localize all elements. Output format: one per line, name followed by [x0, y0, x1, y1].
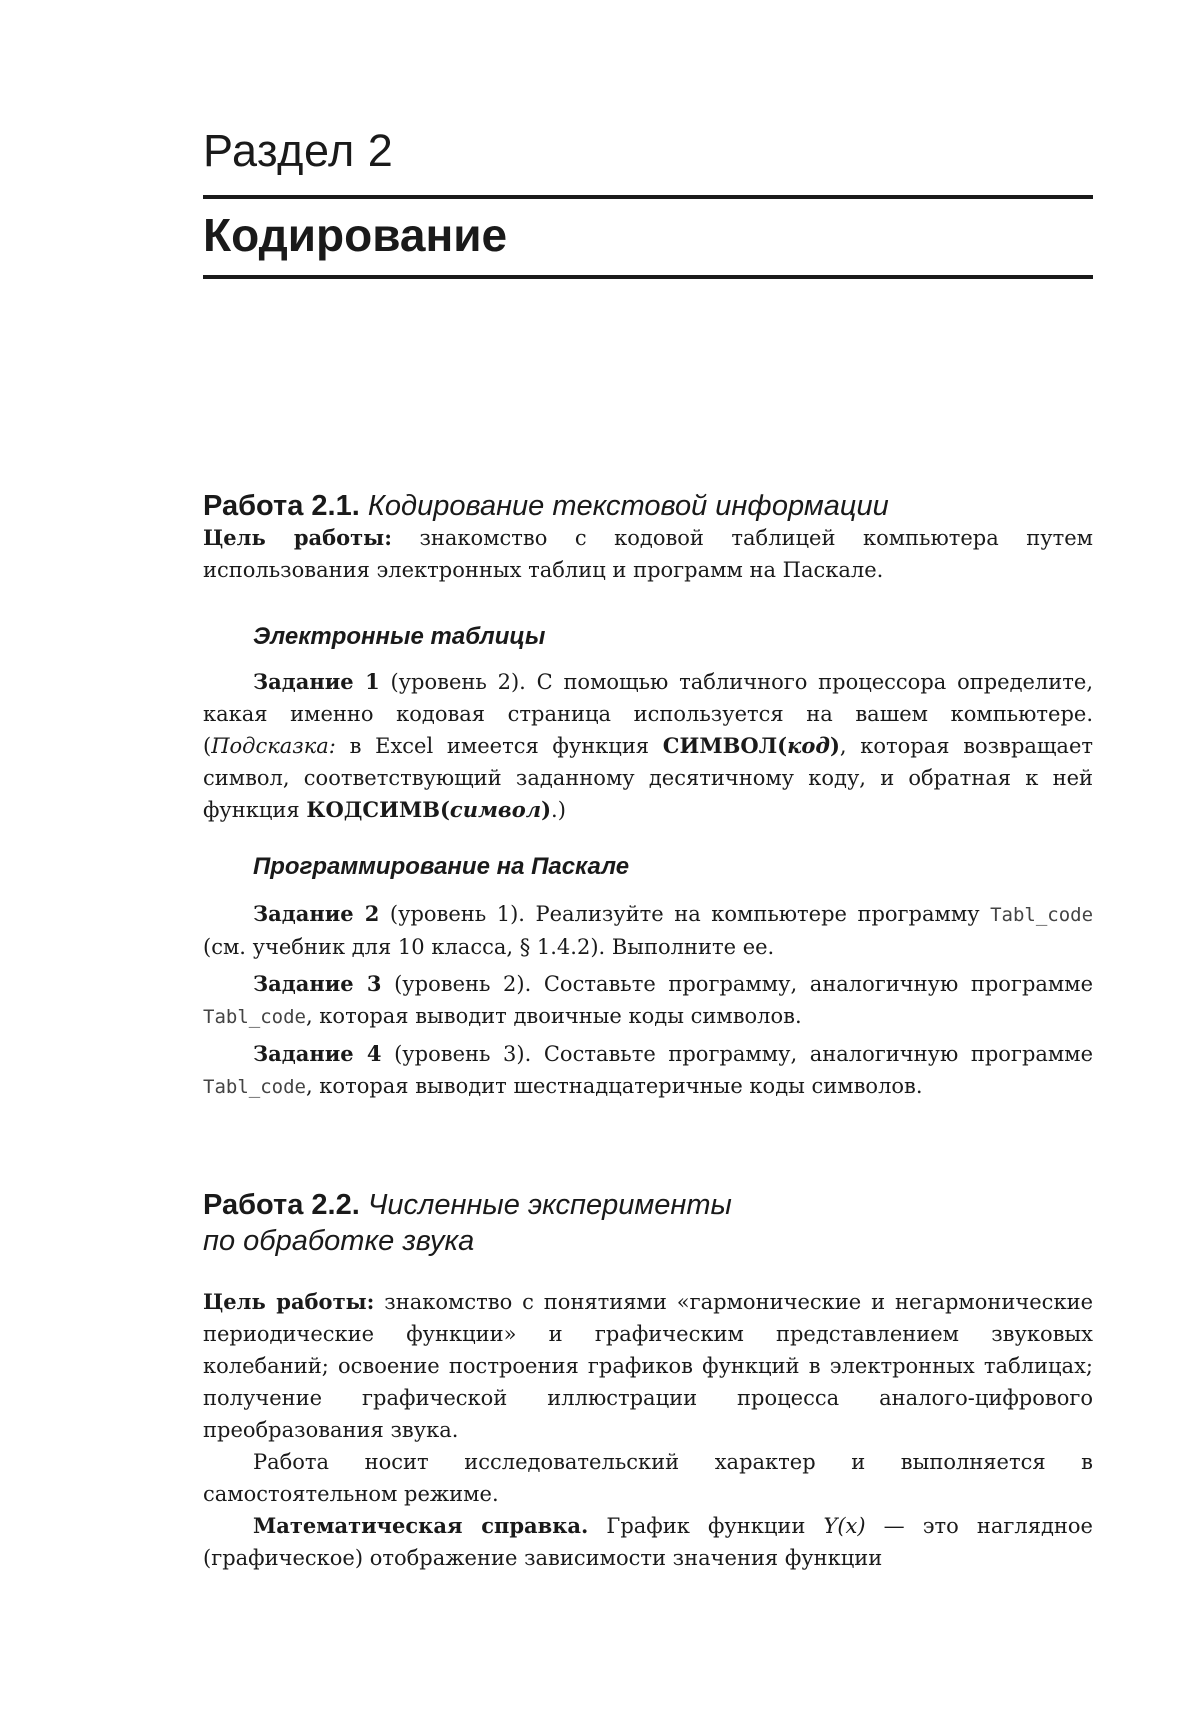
- task-1: [203, 666, 1093, 826]
- section-label: Раздел 2: [203, 125, 394, 176]
- task-2: [203, 898, 1093, 963]
- func-codesymb-end: ): [541, 797, 552, 822]
- section-title: Кодирование: [203, 209, 508, 261]
- task-4: [203, 1038, 1093, 1103]
- work-2-2-title-line1: Численные эксперименты: [367, 1189, 732, 1221]
- task-3-label: Задание 3: [253, 971, 382, 996]
- goal-label-2: Цель работы:: [203, 1289, 375, 1314]
- work-2-2-number: Работа 2.2.: [203, 1189, 360, 1221]
- section-rule-top: [203, 195, 1093, 199]
- math-func: Y(x): [823, 1514, 866, 1538]
- work-2-2-heading: [203, 1187, 1093, 1259]
- task-2-label: Задание 2: [253, 901, 380, 926]
- task-2-code: Tabl_code: [990, 904, 1094, 926]
- task-4-text-b: , которая выводит шестнадцатеричные коды символов.: [305, 1074, 923, 1098]
- math-text-a: График функции: [588, 1514, 824, 1538]
- math-reference: [203, 1510, 1093, 1574]
- work-2-1-goal: [203, 522, 1093, 586]
- task-1-text-c: , которая возвращает символ, соответствующий заданному десятичному коду, и обратная к ней функция: [203, 734, 1093, 822]
- task-4-label: Задание 4: [253, 1041, 382, 1066]
- task-3-text-a: (уровень 2). Составьте программу, аналогичную программе: [381, 972, 1093, 996]
- work-2-1-heading: [203, 488, 1093, 524]
- func-symbol: СИМВОЛ(: [662, 733, 788, 758]
- goal-text: знакомство с кодовой таблицей компьютера путем использования электронных таблиц и программ на Паскале.: [203, 526, 1093, 582]
- task-1-label: Задание 1: [253, 669, 380, 694]
- func-codesymb-arg: символ: [449, 797, 542, 822]
- work-2-2-goal: [203, 1286, 1093, 1446]
- func-codesymb: КОДСИМВ(: [306, 797, 450, 822]
- math-label: Математическая справка.: [253, 1513, 589, 1538]
- section-rule-bottom: [203, 275, 1093, 279]
- func-symbol-arg: код: [787, 733, 830, 758]
- task-4-text-a: (уровень 3). Составьте программу, аналогичную программе: [381, 1042, 1093, 1066]
- work-2-1-title: Кодирование текстовой информации: [367, 490, 889, 522]
- task-4-code: Tabl_code: [203, 1076, 306, 1098]
- task-3-code: Tabl_code: [203, 1006, 306, 1028]
- work-2-1-number: Работа 2.1.: [203, 490, 360, 522]
- task-2-text-b: (см. учебник для 10 класса, § 1.4.2). Выполните ее.: [203, 935, 775, 959]
- task-1-text-d: .): [551, 798, 566, 822]
- task-1-hint: Подсказка:: [211, 734, 336, 758]
- goal-label: Цель работы:: [203, 525, 392, 550]
- goal-text-2: знакомство с понятиями «гармонические и негармонические периодические функции» и графическим представлением звуковых колебаний; освоение построения графиков функций в электронных таблицах; получение графической иллюстрации процесса аналого-цифрового преобразования звука.: [203, 1290, 1093, 1442]
- subheading-pascal: Программирование на Паскале: [253, 853, 630, 880]
- task-1-text-a: (уровень 2). С помощью табличного процессора определите, какая именно кодовая страница используется на вашем компьютере. (: [203, 670, 1093, 758]
- research-note: Работа носит исследовательский характер и выполняется в самостоятельном режиме.: [203, 1450, 1093, 1506]
- math-text-b: — это наглядное (графическое) отображение зависимости значения функции: [203, 1514, 1093, 1570]
- task-1-text-b: в Excel имеется функция: [335, 734, 663, 758]
- task-2-text-a: (уровень 1). Реализуйте на компьютере программу: [379, 902, 991, 926]
- func-symbol-end: ): [829, 733, 840, 758]
- work-2-2-title-line2: по обработке звука: [203, 1225, 475, 1257]
- subheading-spreadsheets: Электронные таблицы: [253, 623, 546, 650]
- task-3-text-b: , которая выводит двоичные коды символов.: [305, 1004, 802, 1028]
- task-3: [203, 968, 1093, 1033]
